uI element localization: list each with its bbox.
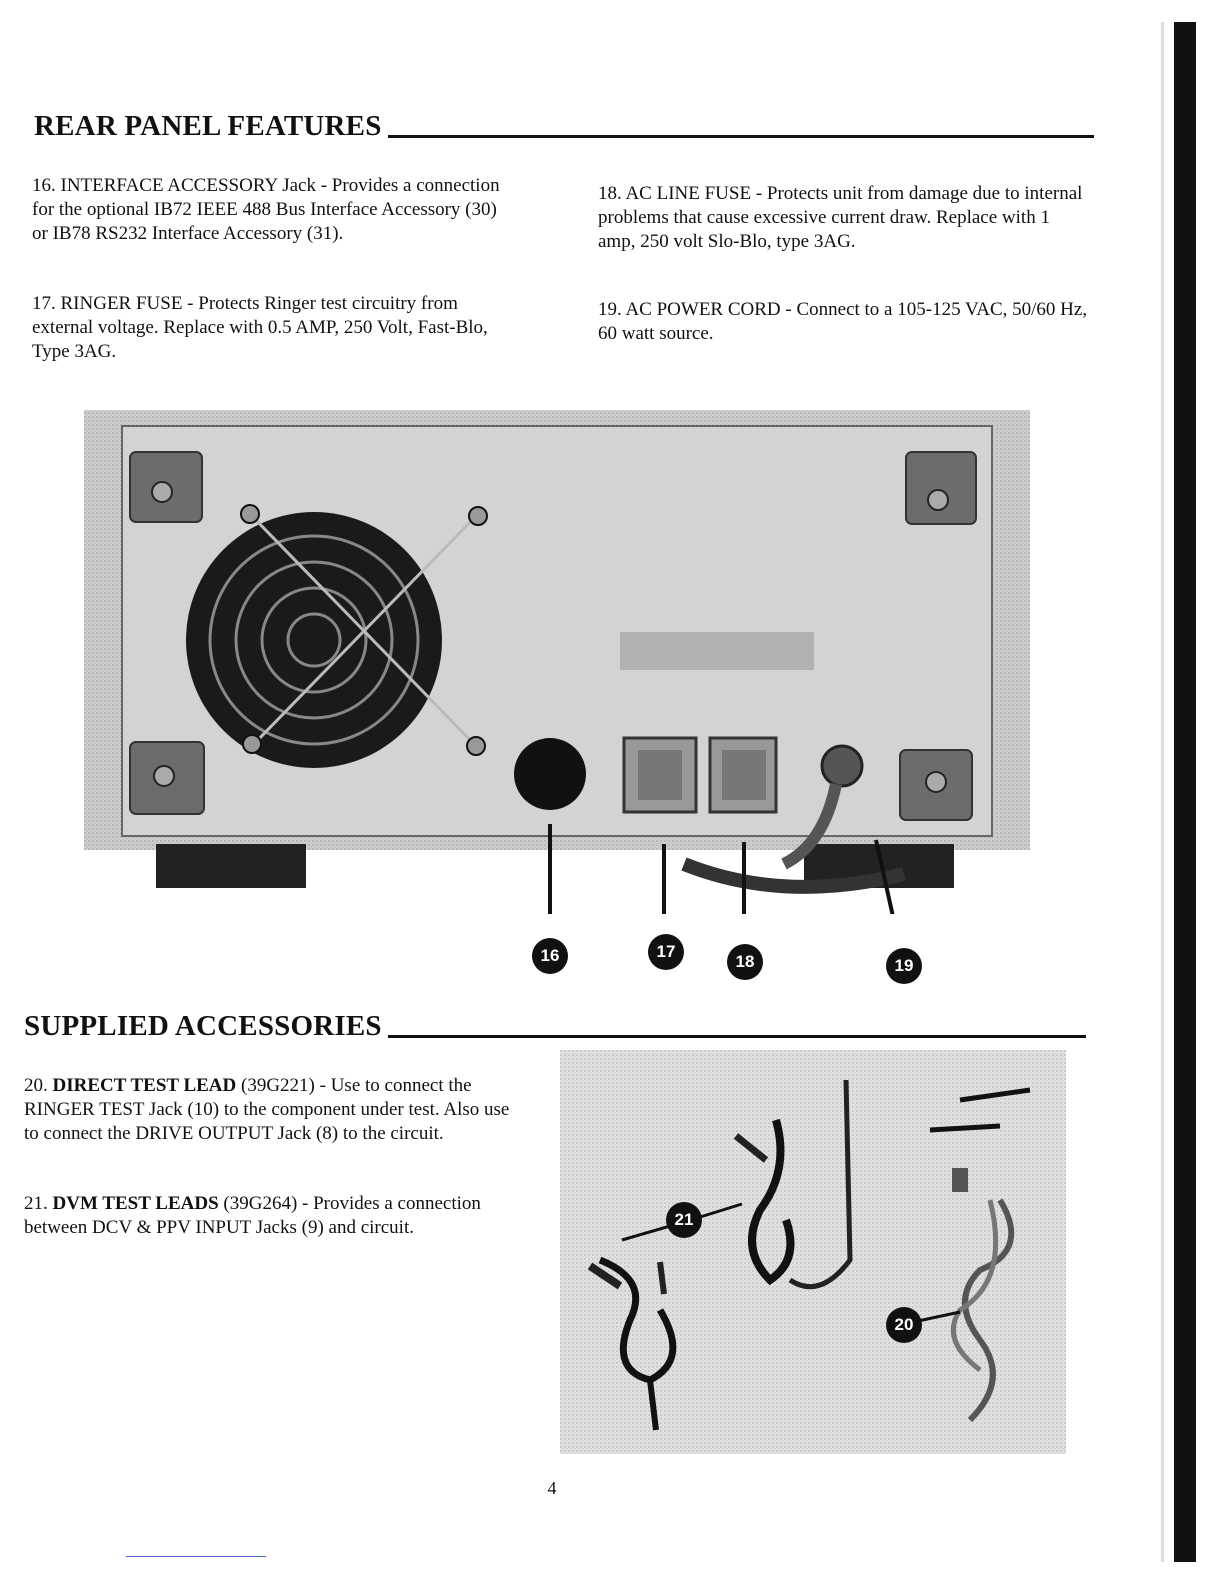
page-number: 4 — [547, 1478, 557, 1498]
accessory-21-number: 21. — [24, 1193, 48, 1214]
accessory-21-name: DVM TEST LEADS — [52, 1193, 219, 1214]
title-rule — [388, 1035, 1086, 1038]
callout-17: 17 — [648, 934, 684, 970]
scan-edge-bar — [1174, 22, 1196, 1562]
feature-17: 17. RINGER FUSE - Protects Ringer test circuitry from external voltage. Replace with 0.5 AMP, 250 Volt, Fast-Blo, Type 3AG. — [32, 293, 488, 362]
supplied-accessories-title-text: SUPPLIED ACCESSORIES — [24, 1010, 382, 1042]
accessory-20 — [24, 1074, 524, 1146]
accessory-20-name: DIRECT TEST LEAD — [52, 1075, 237, 1096]
rear-panel-title — [34, 110, 1094, 143]
callout-20: 20 — [886, 1307, 922, 1343]
accessories-photo — [560, 1050, 1066, 1454]
rear-panel-title-text: REAR PANEL FEATURES — [34, 110, 382, 142]
callout-19: 19 — [886, 948, 922, 984]
accessory-20-number: 20. — [24, 1075, 48, 1096]
title-rule — [388, 135, 1094, 138]
rear-panel-photo — [84, 404, 1030, 914]
callout-18: 18 — [727, 944, 763, 980]
page-edge-shadow — [1161, 22, 1164, 1562]
footer-link-underline — [126, 1556, 266, 1557]
callout-21: 21 — [666, 1202, 702, 1238]
accessory-21 — [24, 1192, 524, 1240]
feature-16: 16. INTERFACE ACCESSORY Jack - Provides a connection for the optional IB72 IEEE 488 Bus Interface Accessory (30) or IB78 RS232 Interface Accessory (31). — [32, 175, 500, 244]
accessory-21-description: (39G264) - Provides a connection between DCV & PPV INPUT Jacks (9) and circuit. — [24, 1193, 481, 1238]
feature-19: 19. AC POWER CORD - Connect to a 105-125 VAC, 50/60 Hz, 60 watt source. — [598, 299, 1088, 344]
feature-18: 18. AC LINE FUSE - Protects unit from damage due to internal problems that cause excessive current draw. Replace with 1 amp, 250 volt Slo-Blo, type 3AG. — [598, 183, 1083, 252]
supplied-accessories-title — [24, 1010, 1086, 1043]
accessory-20-description: (39G221) - Use to connect the RINGER TEST Jack (10) to the component under test. Also use to connect the DRIVE OUTPUT Jack (8) to the circuit. — [24, 1075, 510, 1144]
callout-16: 16 — [532, 938, 568, 974]
